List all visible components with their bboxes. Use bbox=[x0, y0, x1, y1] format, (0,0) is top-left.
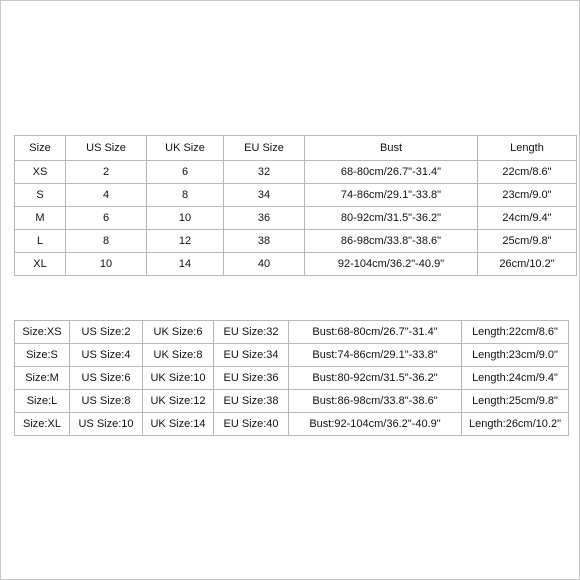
header-us-size: US Size bbox=[66, 136, 147, 161]
cell-length: Length:24cm/9.4" bbox=[462, 367, 569, 390]
cell-us-size: US Size:4 bbox=[70, 344, 143, 367]
cell-bust: 92-104cm/36.2"-40.9" bbox=[305, 253, 478, 276]
cell-size: M bbox=[15, 207, 66, 230]
cell-eu-size: 40 bbox=[224, 253, 305, 276]
cell-uk-size: 6 bbox=[147, 161, 224, 184]
cell-size: XS bbox=[15, 161, 66, 184]
cell-uk-size: 8 bbox=[147, 184, 224, 207]
cell-bust: 80-92cm/31.5"-36.2" bbox=[305, 207, 478, 230]
cell-length: Length:25cm/9.8" bbox=[462, 390, 569, 413]
table-row bbox=[15, 367, 569, 390]
table-row bbox=[15, 161, 577, 184]
table-row bbox=[15, 207, 577, 230]
cell-us-size: US Size:6 bbox=[70, 367, 143, 390]
cell-length: 22cm/8.6" bbox=[478, 161, 577, 184]
cell-length: 24cm/9.4" bbox=[478, 207, 577, 230]
table-row bbox=[15, 413, 569, 436]
cell-eu-size: 32 bbox=[224, 161, 305, 184]
cell-bust: Bust:68-80cm/26.7"-31.4" bbox=[289, 321, 462, 344]
cell-uk-size: UK Size:6 bbox=[143, 321, 214, 344]
cell-uk-size: UK Size:8 bbox=[143, 344, 214, 367]
table-row bbox=[15, 390, 569, 413]
cell-eu-size: 36 bbox=[224, 207, 305, 230]
cell-us-size: 6 bbox=[66, 207, 147, 230]
cell-eu-size: EU Size:40 bbox=[214, 413, 289, 436]
cell-us-size: US Size:2 bbox=[70, 321, 143, 344]
header-bust: Bust bbox=[305, 136, 478, 161]
cell-eu-size: EU Size:34 bbox=[214, 344, 289, 367]
table-row bbox=[15, 321, 569, 344]
cell-uk-size: UK Size:14 bbox=[143, 413, 214, 436]
cell-length: Length:26cm/10.2" bbox=[462, 413, 569, 436]
cell-size: Size:L bbox=[15, 390, 70, 413]
cell-us-size: 4 bbox=[66, 184, 147, 207]
table-header-row bbox=[15, 136, 577, 161]
cell-size: L bbox=[15, 230, 66, 253]
cell-bust: Bust:86-98cm/33.8"-38.6" bbox=[289, 390, 462, 413]
cell-length: Length:22cm/8.6" bbox=[462, 321, 569, 344]
cell-us-size: 10 bbox=[66, 253, 147, 276]
cell-eu-size: 38 bbox=[224, 230, 305, 253]
cell-bust: Bust:92-104cm/36.2"-40.9" bbox=[289, 413, 462, 436]
cell-size: Size:M bbox=[15, 367, 70, 390]
cell-bust: Bust:74-86cm/29.1"-33.8" bbox=[289, 344, 462, 367]
cell-size: XL bbox=[15, 253, 66, 276]
header-eu-size: EU Size bbox=[224, 136, 305, 161]
cell-bust: Bust:80-92cm/31.5"-36.2" bbox=[289, 367, 462, 390]
cell-length: 26cm/10.2" bbox=[478, 253, 577, 276]
cell-us-size: 8 bbox=[66, 230, 147, 253]
header-uk-size: UK Size bbox=[147, 136, 224, 161]
table-row bbox=[15, 184, 577, 207]
cell-uk-size: 12 bbox=[147, 230, 224, 253]
table-row bbox=[15, 230, 577, 253]
cell-us-size: 2 bbox=[66, 161, 147, 184]
cell-eu-size: EU Size:32 bbox=[214, 321, 289, 344]
cell-us-size: US Size:8 bbox=[70, 390, 143, 413]
cell-length: Length:23cm/9.0" bbox=[462, 344, 569, 367]
cell-us-size: US Size:10 bbox=[70, 413, 143, 436]
header-length: Length bbox=[478, 136, 577, 161]
cell-bust: 86-98cm/33.8"-38.6" bbox=[305, 230, 478, 253]
cell-uk-size: UK Size:10 bbox=[143, 367, 214, 390]
size-chart-labeled-table bbox=[14, 320, 569, 436]
cell-eu-size: EU Size:38 bbox=[214, 390, 289, 413]
cell-uk-size: 14 bbox=[147, 253, 224, 276]
cell-size: S bbox=[15, 184, 66, 207]
cell-uk-size: 10 bbox=[147, 207, 224, 230]
cell-size: Size:XS bbox=[15, 321, 70, 344]
cell-length: 25cm/9.8" bbox=[478, 230, 577, 253]
cell-length: 23cm/9.0" bbox=[478, 184, 577, 207]
cell-eu-size: 34 bbox=[224, 184, 305, 207]
cell-bust: 68-80cm/26.7"-31.4" bbox=[305, 161, 478, 184]
cell-bust: 74-86cm/29.1"-33.8" bbox=[305, 184, 478, 207]
table-row bbox=[15, 253, 577, 276]
size-chart-table bbox=[14, 135, 577, 276]
cell-size: Size:XL bbox=[15, 413, 70, 436]
cell-size: Size:S bbox=[15, 344, 70, 367]
cell-uk-size: UK Size:12 bbox=[143, 390, 214, 413]
header-size: Size bbox=[15, 136, 66, 161]
cell-eu-size: EU Size:36 bbox=[214, 367, 289, 390]
table-row bbox=[15, 344, 569, 367]
